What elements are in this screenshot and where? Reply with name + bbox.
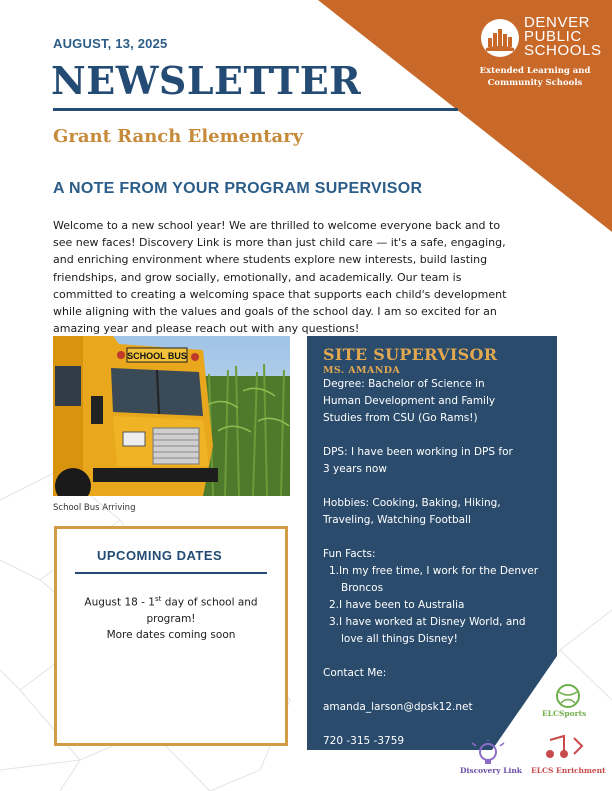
degree-line: Degree: Bachelor of Science in: [323, 378, 485, 390]
photo-caption: School Bus Arriving: [53, 503, 136, 513]
school-name: Grant Ranch Elementary: [53, 126, 304, 147]
contact-label: Contact Me:: [323, 667, 387, 679]
contact-email[interactable]: amanda_larson@dpsk12.net: [323, 701, 473, 713]
supervisor-name: MS. AMANDA: [323, 365, 401, 376]
newsletter-title: NEWSLETTER: [51, 58, 362, 103]
contact-phone[interactable]: 720 -315 -3759: [323, 735, 405, 747]
upcoming-dates-box: [54, 526, 288, 746]
school-bus-photo: [53, 336, 290, 496]
dps-line: 3 years now: [323, 463, 387, 475]
date-entry-prefix: August 18 - 1: [84, 596, 155, 609]
discovery-link-label: Discovery Link: [460, 766, 522, 775]
dps-word-3: SCHOOLS: [524, 42, 602, 59]
intro-line: see new faces! Discovery Link is more than just child care — it's a safe, engaging,: [53, 236, 506, 250]
date-more: More dates coming soon: [106, 628, 236, 641]
elc-sports-label: ELCSports: [542, 709, 587, 718]
supervisor-hobbies: [323, 495, 547, 529]
dps-sub-line-1: Extended Learning and: [479, 66, 591, 76]
intro-line: Welcome to a new school year! We are thrilled to welcome everyone back and to: [53, 219, 501, 232]
intro-line: amazing year and please reach out with any questions!: [53, 322, 360, 336]
dps-subtitle: [470, 65, 600, 89]
dps-wordmark: [524, 16, 602, 58]
intro-line: while aligning with the values and goals of the school day. I am so excited for an: [53, 305, 497, 319]
supervisor-dps: [323, 444, 547, 478]
supervisor-title: SITE SUPERVISOR: [323, 345, 498, 364]
upcoming-dates-rule: [75, 572, 267, 574]
fun-fact-item: 2.I have been to Australia: [329, 599, 465, 611]
intro-line: committed to creating a welcoming space that supports each child's development: [53, 287, 507, 301]
intro-line: friendships, and grow socially, emotionally, and academically. Our team is: [53, 270, 462, 284]
date-entry-ordinal: st: [154, 595, 162, 603]
intro-line: and enriching environment where students explore new interests, build lasting: [53, 253, 488, 267]
date-entry: [67, 591, 275, 611]
dps-sub-line-2: Community Schools: [487, 78, 583, 88]
note-heading: A NOTE FROM YOUR PROGRAM SUPERVISOR: [53, 180, 423, 197]
degree-line: Studies from CSU (Go Rams!): [323, 412, 478, 424]
fun-fact-item: 1.In my free time, I work for the Denver Broncos: [329, 565, 539, 594]
dps-word-2: PUBLIC: [524, 28, 582, 45]
fun-facts-list: [323, 563, 547, 648]
dps-line: DPS: I have been working in DPS for: [323, 446, 513, 458]
supervisor-panel: [323, 345, 547, 750]
fun-facts-label: Fun Facts:: [323, 548, 376, 560]
school-bus-illustration: [53, 336, 290, 496]
bus-sign-text: SCHOOL BUS: [127, 351, 187, 361]
date-entry-cont: program!: [146, 612, 196, 625]
elcs-enrichment-label: ELCS Enrichment: [531, 766, 606, 775]
intro-paragraph: [53, 217, 565, 337]
supervisor-degree: [323, 376, 547, 427]
dps-skyline-logo-icon: [480, 18, 520, 58]
hobbies-line: Traveling, Watching Football: [323, 514, 471, 526]
degree-line: Human Development and Family: [323, 395, 496, 407]
upcoming-dates-body: [67, 591, 275, 643]
dps-word-1: DENVER: [524, 14, 591, 31]
fun-fact-item: 3.I have worked at Disney World, and love all things Disney!: [329, 616, 526, 645]
title-underline: [53, 108, 458, 111]
newsletter-date: AUGUST, 13, 2025: [53, 36, 168, 51]
upcoming-dates-title: UPCOMING DATES: [97, 548, 223, 563]
elc-sports-logo-icon: [548, 680, 588, 726]
date-entry-suffix: day of school and: [161, 596, 258, 609]
hobbies-line: Hobbies: Cooking, Baking, Hiking,: [323, 497, 501, 509]
